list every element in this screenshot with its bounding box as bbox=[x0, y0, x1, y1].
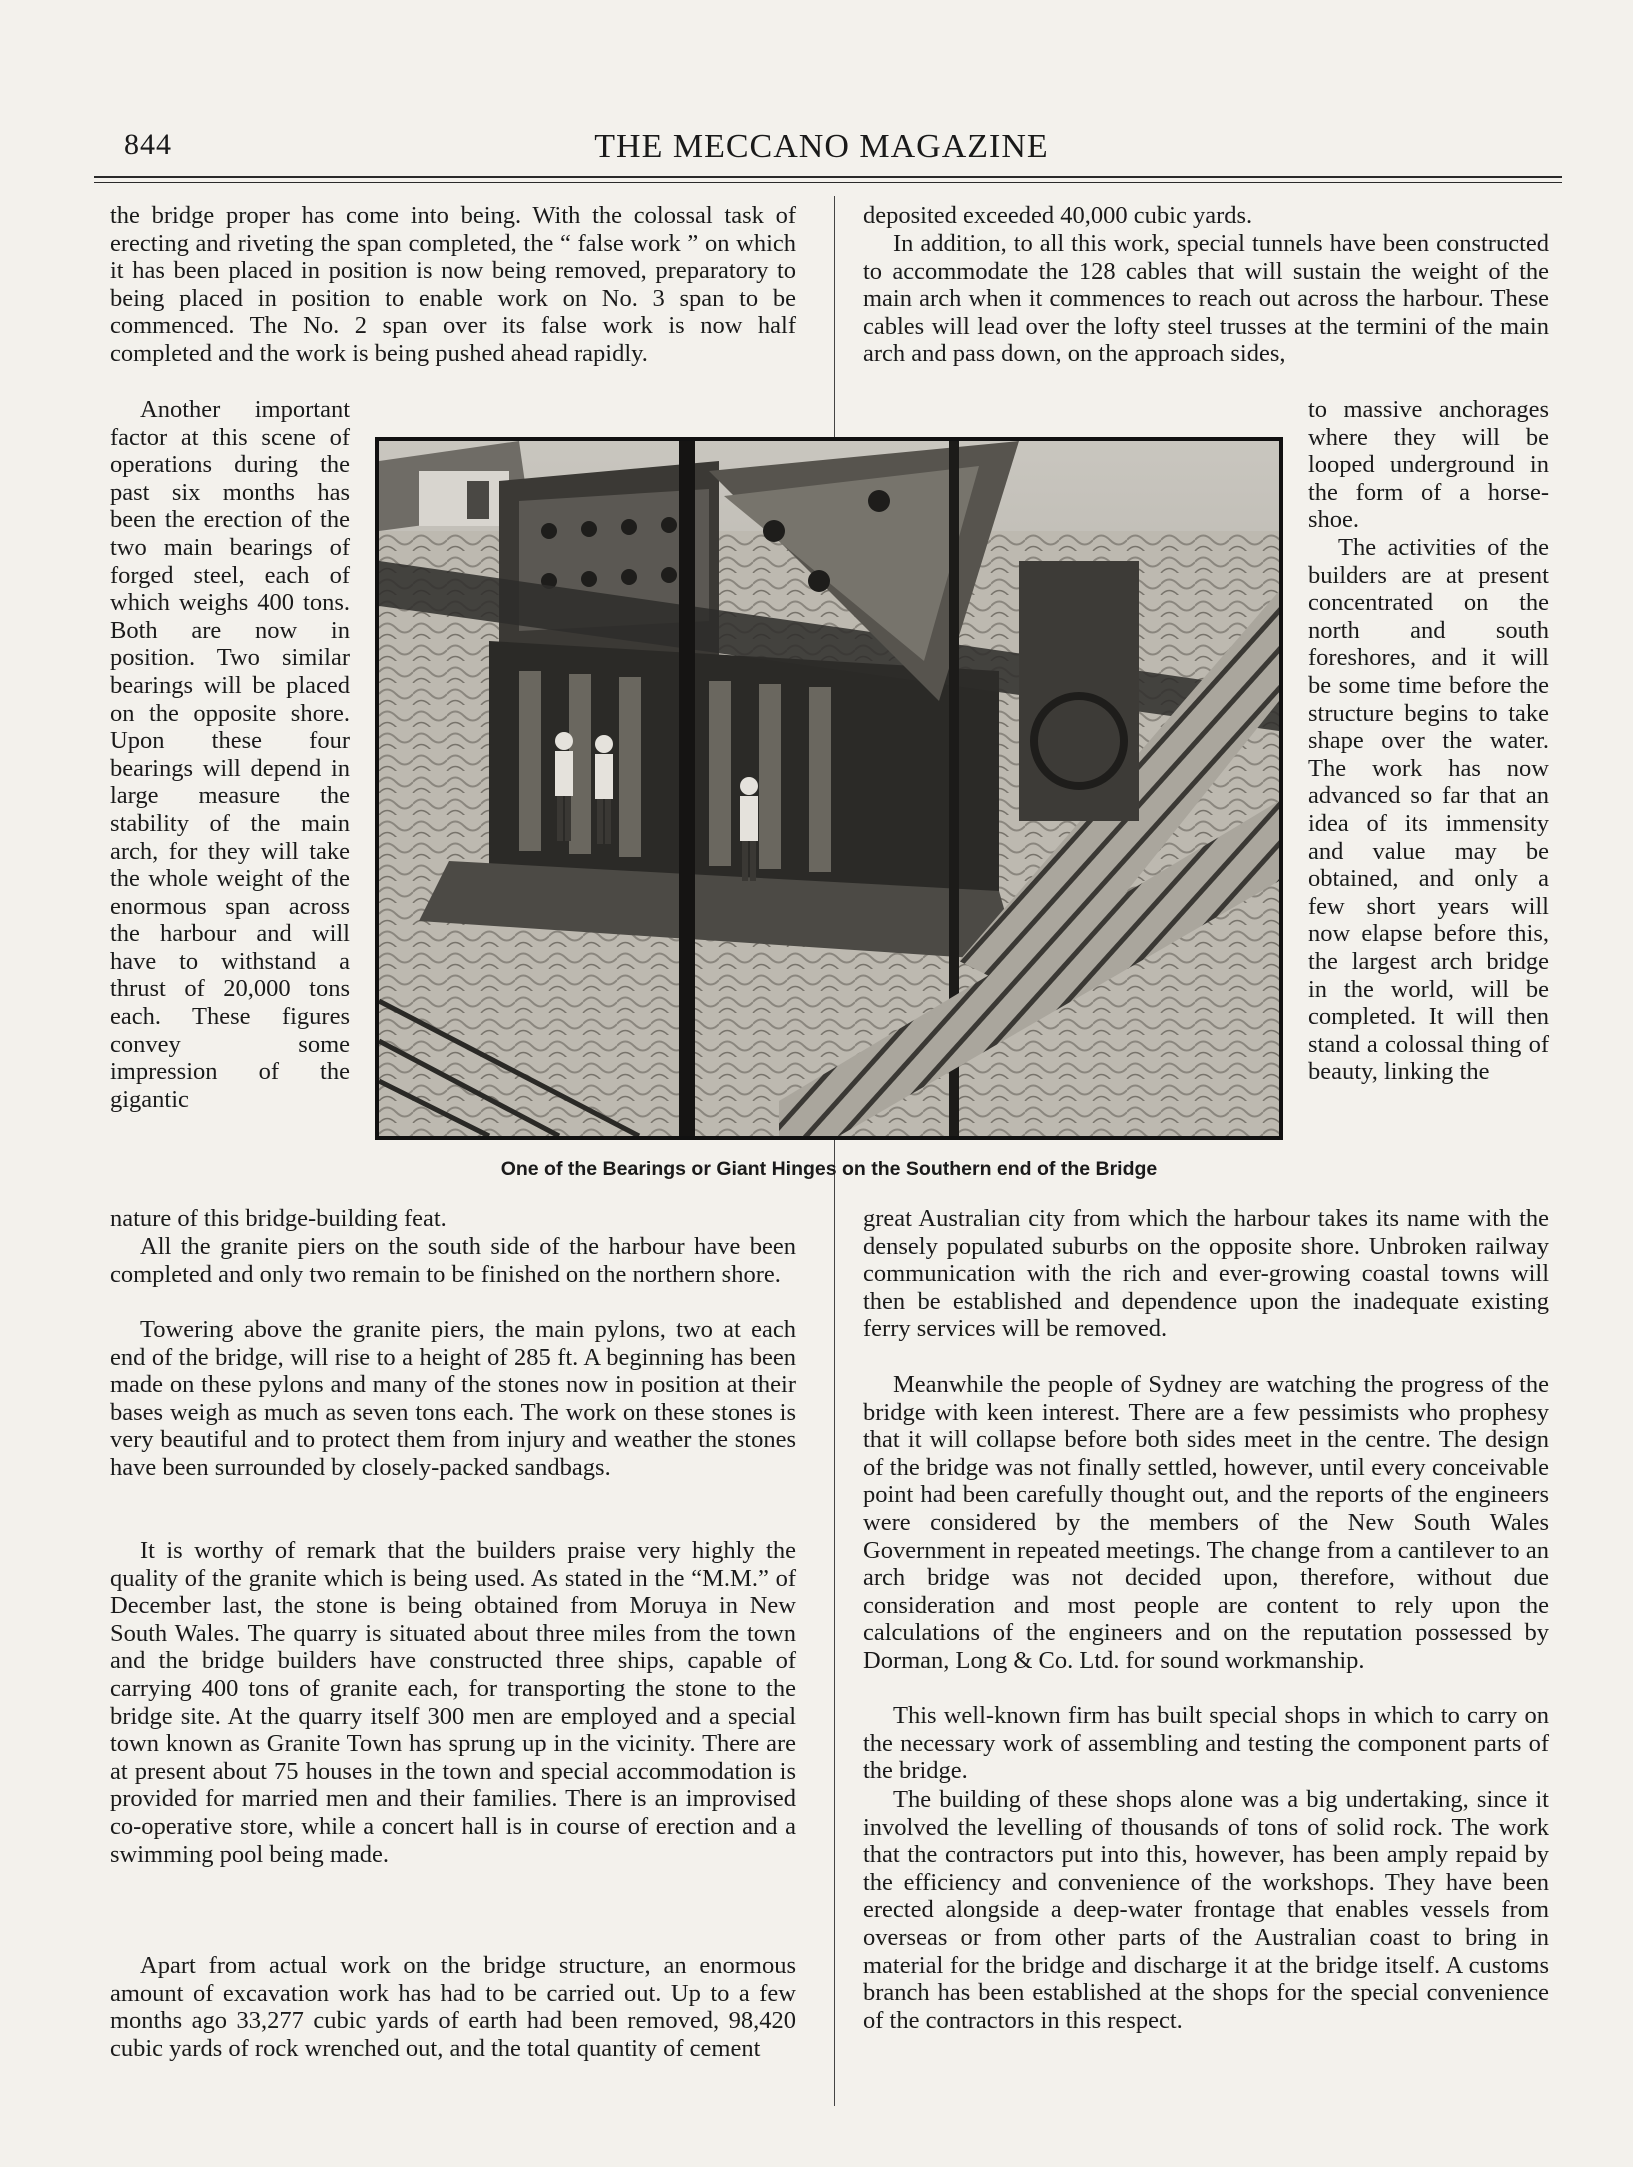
left-paragraph-2-wrap: Another important factor at this scene of operations during the past six months has been the erection of the two main bearings of forged steel, each of which weighs 400 tons. Both are now in position. Two similar bearings will be placed on the opposite shore. Upon these four bearings will depend in large measure the stability of the main arch, for they will take the whole weight of the enormous span across the harbour and will have to withstand a thrust of 20,000 tons each. These figures convey some impression of the gigantic bbox=[110, 396, 350, 1113]
left-paragraph-1: the bridge proper has come into being. With the colossal task of erecting and riveting the span completed, the “ false work ” on which it has been placed in position is now being removed, preparatory to being placed in position to enable work on No. 3 span to be commenced. The No. 2 span over its false work is now half completed and the work is being pushed ahead rapidly. bbox=[110, 202, 796, 367]
left-paragraph-6: Apart from actual work on the bridge structure, an enormous amount of excavation work has had to be carried out. Up to a few months ago 33,277 cubic yards of earth had been removed, 98,420 cubic yards of rock wrenched out, and the total quantity of cement bbox=[110, 1952, 796, 2062]
right-paragraph-3-wrap: The activities of the builders are at present concentrated on the north and south foreshores, and it will be some time before the structure begins to take shape over the water. The work has now advanced so far that an idea of its immensity and value may be obtained, and only a few short years will now elapse before this, the largest arch bridge in the world, will be completed. It will then stand a colossal thing of beauty, linking the bbox=[1308, 534, 1549, 1086]
header-rule bbox=[94, 176, 1562, 178]
right-paragraph-2-wrap: to massive anchorages where they will be looped underground in the form of a horse-shoe. bbox=[1308, 396, 1549, 534]
right-paragraph-2: In addition, to all this work, special tunnels have been constructed to accommodate the 128 cables that will sustain the weight of the main arch when it commences to reach out across the harbour. These cables will lead over the lofty steel trusses at the termini of the main arch and pass down, on the approach sides, bbox=[863, 230, 1549, 368]
page-number: 844 bbox=[124, 128, 172, 161]
left-paragraph-4: Towering above the granite piers, the main pylons, two at each end of the bridge, will rise to a height of 285 ft. A beginning has been made on these pylons and many of the stones now in position at their bases weigh as much as seven tons each. The work on these stones is very beautiful and to protect them from injury and weather the stones have been surrounded by closely-packed sandbags. bbox=[110, 1316, 796, 1481]
right-paragraph-3-end: great Australian city from which the harbour takes its name with the densely populated suburbs on the opposite shore. Unbroken railway communication with the rich and ever-growing coastal towns will then be established and dependence upon the inadequate existing ferry services will be removed. bbox=[863, 1205, 1549, 1343]
left-paragraph-2-end: nature of this bridge-building feat. bbox=[110, 1205, 447, 1232]
bridge-bearing-photo bbox=[375, 437, 1283, 1140]
right-paragraph-5: This well-known firm has built special shops in which to carry on the necessary work of assembling and testing the component parts of the bridge. bbox=[863, 1702, 1549, 1785]
photo-caption: One of the Bearings or Giant Hinges on the Southern end of the Bridge bbox=[500, 1158, 1158, 1180]
left-paragraph-5: It is worthy of remark that the builders praise very highly the quality of the granite which is being used. As stated in the “M.M.” of December last, the stone is being obtained from Moruya in New South Wales. The quarry is situated about three miles from the town and the bridge builders have constructed three ships, capable of carrying 400 tons of granite each, for transporting the stone to the bridge site. At the quarry itself 300 men are employed and a special town known as Granite Town has sprung up in the vicinity. There are at present about 75 houses in the town and special accommodation is provided for married men and their families. There is an improvised co-operative store, while a concert hall is in course of erection and a swimming pool being made. bbox=[110, 1537, 796, 1868]
right-paragraph-1: deposited exceeded 40,000 cubic yards. bbox=[863, 202, 1253, 229]
left-paragraph-3: All the granite piers on the south side of the harbour have been completed and only two remain to be finished on the northern shore. bbox=[110, 1233, 796, 1288]
bridge-bearing-illustration bbox=[379, 441, 1279, 1136]
right-paragraph-6: The building of these shops alone was a big undertaking, since it involved the levelling of thousands of tons of solid rock. The work that the contractors put into this, however, has been amply repaid by the efficiency and convenience of the workshops. They have been erected alongside a deep-water frontage that enables vessels from overseas or from other parts of the Australian coast to bring in material for the bridge and discharge it at the bridge itself. A customs branch has been established at the shops for the special convenience of the contractors in this respect. bbox=[863, 1786, 1549, 2034]
magazine-title: THE MECCANO MAGAZINE bbox=[594, 128, 1049, 165]
header-rule-thin bbox=[94, 182, 1562, 183]
right-paragraph-4: Meanwhile the people of Sydney are watching the progress of the bridge with keen interest. There are a few pessimists who prophesy that it will collapse before both sides meet in the centre. The design of the bridge was not finally settled, however, until every conceivable point had been carefully thought out, and the reports of the engineers were considered by the members of the New South Wales Government in repeated meetings. The change from a cantilever to an arch bridge was not decided upon, therefore, without due consideration and most people are content to rely upon the calculations of the engineers and on the reputation possessed by Dorman, Long & Co. Ltd. for sound workmanship. bbox=[863, 1371, 1549, 1674]
